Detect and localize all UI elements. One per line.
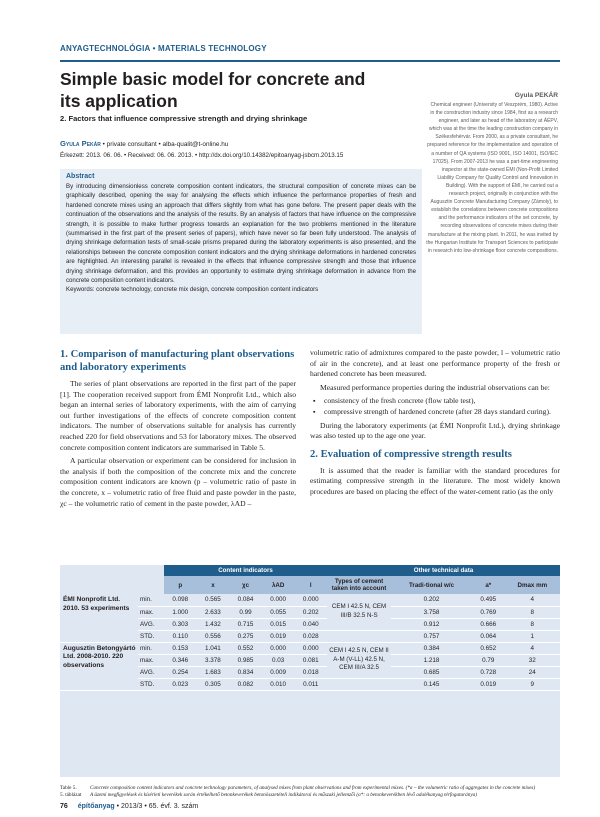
- abstract-heading: Abstract: [66, 173, 95, 180]
- group-label: Augusztin Betongyártó Ltd. 2008-2010. 220 observations: [60, 642, 138, 690]
- author-info: • private consultant • alba-qualit@t-online.hu: [100, 141, 229, 148]
- list-item: ▪ compressive strength of hardened concrete (after 28 days standard curing).: [324, 407, 560, 418]
- table-cell: 0.495: [472, 594, 505, 606]
- table-cell: 0.202: [391, 594, 472, 606]
- cement-types: CEM I 42.5 N, CEM II A-M (V-LL) 42.5 N, CEM III/A 32.5: [327, 642, 391, 678]
- table-row: [60, 594, 560, 606]
- table-cell: 0.769: [472, 606, 505, 618]
- table-corner: [60, 576, 138, 594]
- stat-cell: max.: [138, 654, 164, 666]
- table-cell: 3.758: [391, 606, 472, 618]
- stat-cell: AVG.: [138, 666, 164, 678]
- table-cell: 0.018: [294, 666, 327, 678]
- table-cell: 0.010: [262, 678, 295, 690]
- keywords: Keywords: concrete technology, concrete mix design, concrete composition content indicators: [66, 286, 319, 294]
- table-5: [60, 565, 560, 777]
- table-cell: 4: [505, 594, 560, 606]
- caption-number: Table 5.: [60, 785, 77, 791]
- table-cell: [327, 678, 391, 690]
- column-header: λAD: [262, 576, 295, 594]
- article-subtitle: 2. Factors that influence compressive strength and drying shrinkage: [60, 114, 308, 123]
- table-cell: 0.064: [472, 630, 505, 642]
- table-cell: 0.728: [472, 666, 505, 678]
- column-header: Tradi-tional w/c: [391, 576, 472, 594]
- table-corner: [138, 565, 164, 576]
- table-cell: 0.110: [164, 630, 197, 642]
- stat-cell: STD.: [138, 630, 164, 642]
- section1-paragraph-3: volumetric ratio of admixtures compared to the paste powder, l – volumetric ratio of air in the concrete), and at least one performance property of the fresh or hardened concrete has been measured.: [310, 348, 560, 379]
- caption-number: 5. táblázat: [60, 792, 82, 799]
- table-cell: 0.565: [197, 594, 230, 606]
- table-cell: 0.834: [229, 666, 262, 678]
- author-bio: [426, 92, 558, 255]
- column-header: x: [197, 576, 230, 594]
- list-item: ▪ consistency of the fresh concrete (flow table test),: [324, 396, 560, 407]
- table-cell: 0.028: [294, 630, 327, 642]
- table-cell: 0.082: [229, 678, 262, 690]
- table-cell: 0.000: [262, 642, 295, 654]
- table-cell: 0.081: [294, 654, 327, 666]
- table-cell: 0.666: [472, 618, 505, 630]
- table-cell: 0.275: [229, 630, 262, 642]
- table-cell: 2.633: [197, 606, 230, 618]
- issue-info: • 2013/3 • 65. évf. 3. szám: [114, 803, 199, 810]
- table-cell: 1.432: [197, 618, 230, 630]
- table-row: [60, 642, 560, 654]
- column-header: a*: [472, 576, 505, 594]
- table-corner: [138, 576, 164, 594]
- table-cell: 0.023: [164, 678, 197, 690]
- left-column: [60, 348, 296, 512]
- column-header: p: [164, 576, 197, 594]
- table-cell: 0.145: [391, 678, 472, 690]
- section-header: [60, 38, 560, 66]
- column-header: Types of cement taken into account: [327, 576, 391, 594]
- table-cell: 1.041: [197, 642, 230, 654]
- article-title: Simple basic model for concrete and its application: [60, 69, 366, 111]
- stat-cell: min.: [138, 594, 164, 606]
- table-cell: 0.055: [262, 606, 295, 618]
- stat-cell: STD.: [138, 678, 164, 690]
- column-header: l: [294, 576, 327, 594]
- table-cell: [327, 630, 391, 642]
- section-label: ANYAGTECHNOLÓGIA • MATERIALS TECHNOLOGY: [60, 44, 267, 53]
- column-header: Dmax mm: [505, 576, 560, 594]
- page-number: 76: [60, 803, 68, 810]
- table-cell: 24: [505, 666, 560, 678]
- caption-text: Concrete composition content indicators and concrete technology parameters, of analysed mixes from plant observations and from experimental mixes. (*a – the volumetric ratio of aggregates in the concrete mixes): [90, 785, 536, 791]
- group-label: ÉMI Nonprofit Ltd. 2010. 53 experiments: [60, 594, 138, 642]
- table-cell: 0.040: [294, 618, 327, 630]
- bio-name: Gyula PEKÁR: [514, 92, 558, 99]
- section1-paragraph-5: During the laboratory experiments (at ÉMI Nonprofit Ltd.), drying shrinkage was also tested up to the age one year.: [310, 420, 560, 441]
- data-table: [60, 565, 560, 691]
- column-header: χc: [229, 576, 262, 594]
- table-cell: 0.019: [472, 678, 505, 690]
- table-cell: 0.019: [262, 630, 295, 642]
- table-cell: 0.000: [294, 642, 327, 654]
- table-cell: 0.000: [294, 594, 327, 606]
- table-cell: 1.683: [197, 666, 230, 678]
- table-cell: 0.912: [391, 618, 472, 630]
- table-cell: 32: [505, 654, 560, 666]
- table-cell: 0.552: [229, 642, 262, 654]
- table-cell: 0.098: [164, 594, 197, 606]
- group-header-content: Content indicators: [164, 565, 327, 576]
- table-cell: 0.084: [229, 594, 262, 606]
- table-cell: 0.03: [262, 654, 295, 666]
- stat-cell: min.: [138, 642, 164, 654]
- received-line: Érkezett: 2013. 06. 06. • Received: 06. 06. 2013. • http://dx.doi.org/10.14382/epitoanyag-jsbcm.2013.15: [60, 152, 344, 159]
- abstract-text: By introducing dimensionless concrete composition content indicators, the structural composition of concrete mixes can be graphically described, opening the way for analysing the effects which influence the performance properties of fresh and hardened concrete mixes using an approach that differs slightly from what has gone before. The present paper deals with the continuation of the observations and the analysis of the results. By an analysis of factors that have influence on the compressive strength, it is possible to make further progress towards an explanation for the two problems mentioned in the literature (summarised in the first part of the present series of papers), which have never so far been fully understood. The analysis of drying shrinkage deformation tests of small-scale prisms prepared during the laboratory experiments is also presented, and the relationships between the concrete composition content indicators and the drying shrinkage deformations in hardened concretes are highlighted. An interesting parallel is revealed in the effects that influence compressive strength and those that influence drying shrinkage deformation, and this provides an opportunity to estimate drying shrinkage deformation in advance from the concrete composition content indicators.: [66, 183, 416, 285]
- table-cell: 0.652: [472, 642, 505, 654]
- section1-paragraph-2: A particular observation or experiment can be considered for inclusion in the analysis if both the composition of the concrete mix and the concrete composition content indicators are known (p – volumetric ratio of paste in the concrete, x – volumetric ratio of free fluid and paste powder in the paste, χc – the volumetric ratio of cement in the paste powder, λAD –: [60, 456, 296, 508]
- abstract-box: [60, 169, 422, 334]
- section1-heading: 1. Comparison of manufacturing plant observations and laboratory experiments: [60, 349, 295, 373]
- page-footer: [60, 803, 560, 810]
- table-cell: 0.015: [262, 618, 295, 630]
- table-cell: 0.011: [294, 678, 327, 690]
- table-cell: 3.378: [197, 654, 230, 666]
- section2-paragraph-1: It is assumed that the reader is familiar with the standard procedures for estimating compressive strength in the literature. The most widely known procedures are based on placing the effect of the water-cement ratio (as the only: [310, 465, 560, 496]
- table-cell: 1: [505, 630, 560, 642]
- table-cell: 0.202: [294, 606, 327, 618]
- table-corner: [60, 565, 138, 576]
- table-cell: 1.000: [164, 606, 197, 618]
- header-rule: [60, 60, 560, 62]
- table-cell: 0.305: [197, 678, 230, 690]
- table-cell: 0.303: [164, 618, 197, 630]
- table-cell: 0.985: [229, 654, 262, 666]
- bio-text: Chemical engineer (University of Veszprém, 1980). Active in the construction industry since 1984, first as a research engineer, and later as head of the laboratory at ÁÉPV, which was at the time the leading construction company in Székesfehérvár. From 2000, as a private consultant, he prepared reference for the implementation and operation of a number of QA systems (ISO 9001, ISO 14001, ISO/IEC 17025). From 2007-2013 he was a part-time engineering inspector at the state-owned ÉMI (Non-Profit Limited Liability Company for Quality Control and Innovation in Building). With the support of ÉMI, he carried out a research project, originally in conjunction with the Augusztin Concrete Manufacturing Company (Zámoly), to establish the correlations between concrete compositions and the performance indicators of the set concrete, by recording observations of concrete mixes during their manufacture at the mixing plant. In 2011, he was invited by the Hungarian Institute for Transport Sciences to participate in research into low-shrinkage floor concrete compositions.: [426, 102, 558, 254]
- section1-paragraph-1: The series of plant observations are reported in the first part of the paper [1]. The cooperation received support from ÉMI Nonprofit Ltd., which also began an internal series of laboratory experiments, with the aim of carrying out further investigations of the effects of concrete composition content indicators. The number of observations suitable for analysis has currently reached 220 for field observations and 53 for laboratory mixes. The observed concrete composition content indicators are summarised in Table 5.: [60, 379, 296, 452]
- table-cell: 8: [505, 618, 560, 630]
- table-cell: 0.000: [262, 594, 295, 606]
- table-cell: 1.218: [391, 654, 472, 666]
- table-cell: 0.384: [391, 642, 472, 654]
- table-caption: [60, 785, 560, 800]
- table-cell: 0.715: [229, 618, 262, 630]
- table-cell: 0.79: [472, 654, 505, 666]
- table-cell: 0.556: [197, 630, 230, 642]
- table-cell: 0.685: [391, 666, 472, 678]
- section2-heading: 2. Evaluation of compressive strength results: [310, 448, 512, 460]
- table-cell: 8: [505, 606, 560, 618]
- cement-types: CEM I 42.5 N, CEM III/B 32.5 N-S: [327, 594, 391, 630]
- table-cell: 0.254: [164, 666, 197, 678]
- table-cell: 4: [505, 642, 560, 654]
- table-cell: 0.009: [262, 666, 295, 678]
- journal-name: építőanyag: [77, 803, 115, 810]
- table-cell: 0.99: [229, 606, 262, 618]
- group-header-other: Other technical data: [327, 565, 560, 576]
- table-cell: 0.346: [164, 654, 197, 666]
- performance-list: [310, 396, 560, 417]
- section1-paragraph-4: Measured performance properties during the industrial observations can be:: [320, 382, 550, 392]
- stat-cell: max.: [138, 606, 164, 618]
- author-name: Gyula Pekár: [60, 139, 101, 148]
- stat-cell: AVG.: [138, 618, 164, 630]
- table-cell: 0.757: [391, 630, 472, 642]
- caption-text: A üzemi megfigyelések és kísérleti keverékek során értékelhető betonkeverékek betonösszetételi indikátorai és műszaki jellemzői (a*: a betonkeverékben lévő adalékanyag térfogataránya): [90, 792, 477, 799]
- table-cell: 9: [505, 678, 560, 690]
- table-cell: 0.153: [164, 642, 197, 654]
- right-column: [310, 348, 560, 501]
- caption-hungarian: [60, 792, 560, 799]
- author-line: [60, 139, 420, 148]
